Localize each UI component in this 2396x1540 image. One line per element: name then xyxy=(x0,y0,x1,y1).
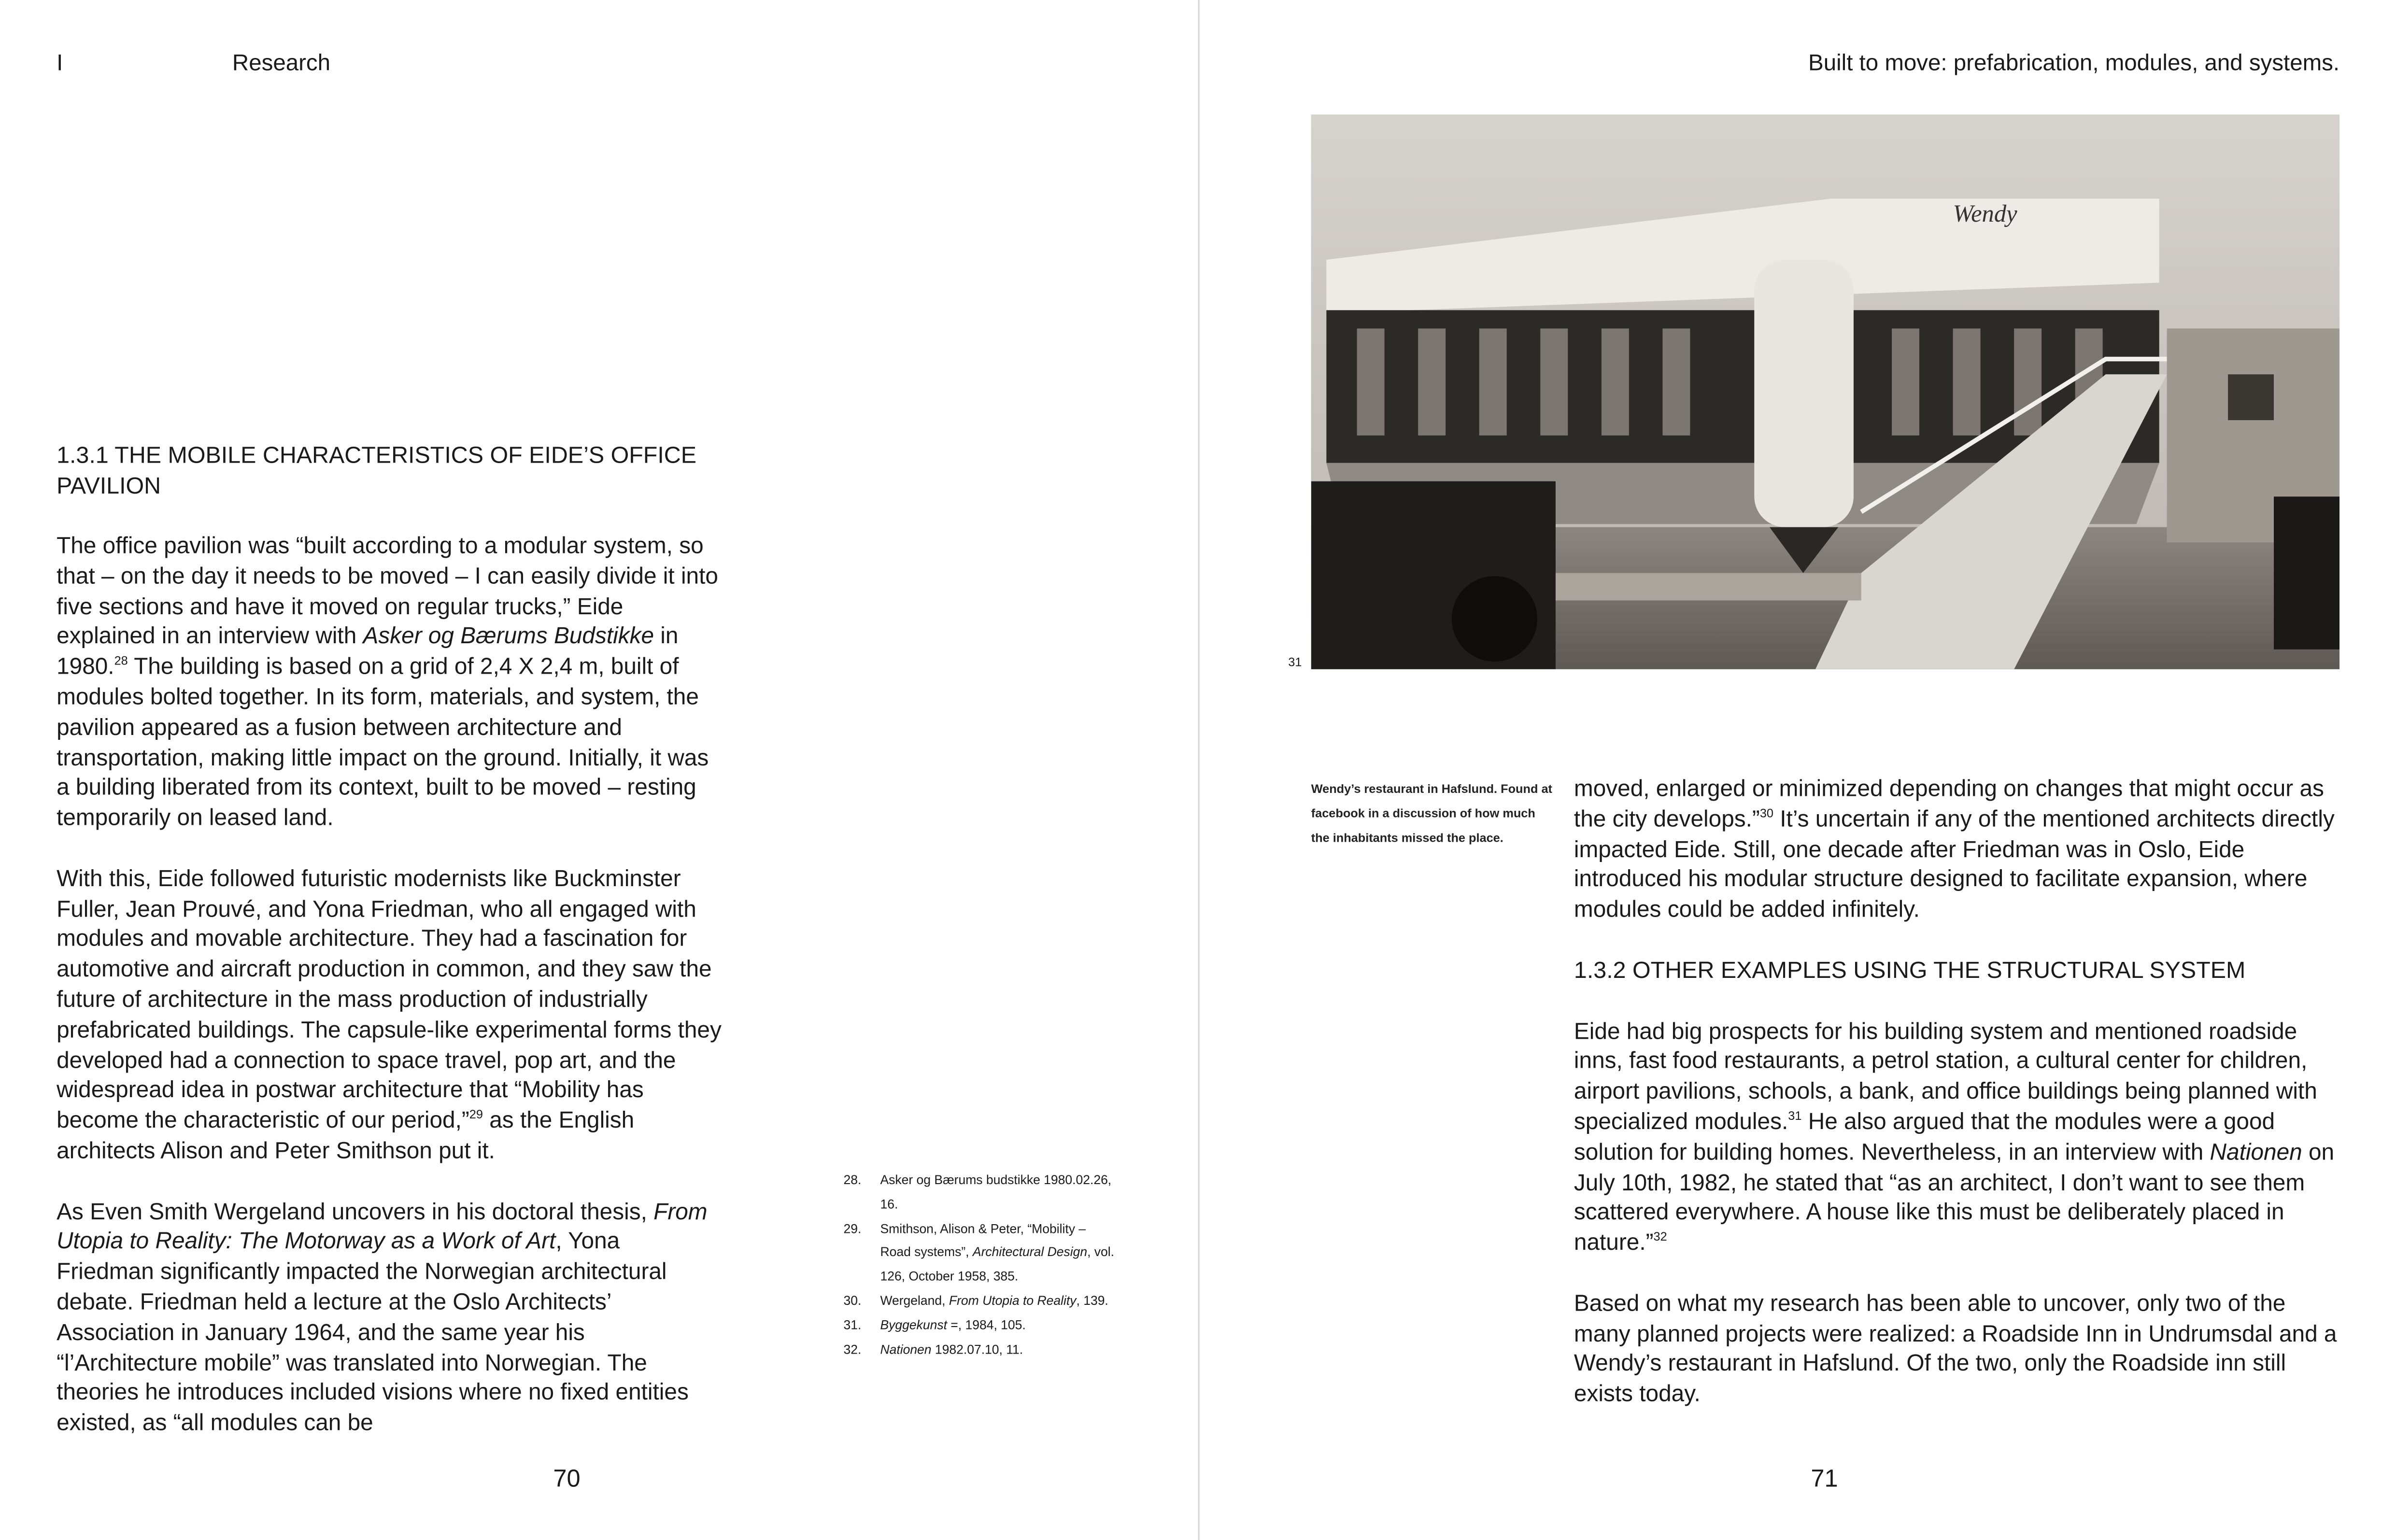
text-run: , vol. 126, October 1958, 385. xyxy=(880,1244,1115,1284)
footnote-number: 29. xyxy=(843,1220,862,1236)
footnote-text xyxy=(880,1217,1119,1289)
text-run: He also argued that the modules were a good solution for building homes. Nevertheless, in an interview with xyxy=(1574,1109,2275,1166)
right-paragraphs-before xyxy=(1574,775,2338,926)
photo-sign: Wendy xyxy=(1953,199,2017,227)
footnote xyxy=(844,1314,1119,1338)
page-number-right: 71 xyxy=(1811,1467,1838,1493)
text-run: Asker og Bærums budstikke 1980.02.26, 16. xyxy=(880,1172,1112,1212)
text-run: Smithson, Alison & Peter, “Mobility – Road systems”, xyxy=(880,1220,1086,1260)
footnote-text xyxy=(880,1338,1023,1362)
text-run: With this, Eide followed futuristic modernists like Buckminster Fuller, Jean Prouvé, and Yona Friedman, who all engaged with modules and movable architecture. They had a fascination for automotive and aircraft production in common, and they saw the future of architecture in the mass production of industrially prefabricated buildings. The capsule-like experimental forms they developed had a connection to space travel, pop art, and the widespread idea in postwar architecture that “Mobility has become the characteristic of our period,” xyxy=(57,866,722,1134)
text-run: on July 10th, 1982, he stated that “as an architect, I don’t want to see them scattered everywhere. A house like this must be deliberately placed in nature.” xyxy=(1574,1139,2335,1257)
figure-caption: Wendy’s restaurant in Hafslund. Found at facebook in a discussion of how much the inhabitants missed the place. xyxy=(1311,782,1552,845)
footnote-reference: 28 xyxy=(114,654,128,668)
italic-title: From Utopia to Reality xyxy=(949,1292,1077,1308)
paragraph xyxy=(1574,775,2338,926)
header-section-number: I xyxy=(57,50,63,77)
text-run: It’s uncertain if any of the mentioned architects directly impacted Eide. Still, one decade after Friedman was in Oslo, Eide introduced his modular structure designed to facilitate expansion, where modules could be added infinitely. xyxy=(1574,806,2335,923)
text-run: =, 1984, 105. xyxy=(947,1316,1026,1332)
photo-illustration xyxy=(1311,114,2339,669)
text-run: As Even Smith Wergeland uncovers in his doctoral thesis, xyxy=(57,1199,654,1225)
footnote-text xyxy=(880,1289,1108,1314)
left-body-text xyxy=(57,532,723,1469)
text-run: The building is based on a grid of 2,4 X 2,4 m, built of modules bolted together. In its form, materials, and system, the pavilion appeared as a fusion between architecture and transportation, making little impact on the ground. Initially, it was a building liberated from its context, built to be moved – resting temporarily on leased land. xyxy=(57,654,709,832)
header-section-title: Research xyxy=(232,50,331,77)
italic-title: Byggekunst xyxy=(880,1316,947,1332)
page-number-left: 70 xyxy=(553,1467,581,1493)
paragraph xyxy=(57,864,723,1167)
paragraph xyxy=(1574,1289,2338,1411)
figure-number: 31 xyxy=(1288,655,1302,669)
section-heading: 1.3.1 THE MOBILE CHARACTERISTICS OF EIDE’S OFFICE PAVILION xyxy=(57,443,697,500)
footnote-reference: 32 xyxy=(1653,1230,1667,1244)
footnote-number: 32. xyxy=(843,1341,862,1356)
footnotes xyxy=(844,1169,1119,1362)
footnote-text xyxy=(880,1314,1025,1338)
footnote-number: 31. xyxy=(843,1316,862,1332)
footnote-number: 28. xyxy=(843,1172,862,1187)
footnote-reference: 31 xyxy=(1788,1109,1802,1123)
section-heading-2: 1.3.2 OTHER EXAMPLES USING THE STRUCTURAL SYSTEM xyxy=(1574,958,2246,984)
text-run: , 139. xyxy=(1076,1292,1108,1308)
text-run: Eide had big prospects for his building system and mentioned roadside inns, fast food restaurants, a petrol station, a cultural center for children, airport pavilions, schools, a bank, and office buildings being planned with specialized modules. xyxy=(1574,1018,2317,1135)
italic-title: From Utopia to Reality: The Motorway as a Work of Art xyxy=(57,1199,708,1255)
text-run: Wergeland, xyxy=(880,1292,949,1308)
footnote xyxy=(844,1338,1119,1362)
footnote-reference: 30 xyxy=(1759,806,1774,820)
footnote xyxy=(844,1289,1119,1314)
text-run: moved, enlarged or minimized depending on changes that might occur as the city develops.” xyxy=(1574,776,2324,833)
footnote-number: 30. xyxy=(843,1292,862,1308)
running-header-title: Built to move: prefabrication, modules, and systems. xyxy=(1808,50,2340,77)
italic-title: Architectural Design xyxy=(972,1244,1088,1260)
footnote xyxy=(844,1217,1119,1289)
italic-title: Nationen xyxy=(2210,1139,2302,1166)
paragraph xyxy=(57,532,723,834)
text-run: The office pavilion was “built according to a modular system, so that – on the day it needs to be moved – I can easily divide it into five sections and have it moved on regular trucks,” Eide explained in an interview with xyxy=(57,533,718,650)
text-run: Based on what my research has been able to uncover, only two of the many planned projects were realized: a Roadside Inn in Undrumsdal and a Wendy’s restaurant in Hafslund. Of the two, only the Roadside inn still exists today. xyxy=(1574,1290,2337,1408)
paragraph xyxy=(1574,1017,2338,1259)
page-gutter xyxy=(1198,0,1200,1540)
text-run: 1982.07.10, 11. xyxy=(931,1341,1023,1356)
right-body-text xyxy=(1574,775,2338,1441)
paragraph xyxy=(57,1197,723,1439)
text-run: , Yona Friedman significantly impacted the Norwegian architectural debate. Friedman held a lecture at the Oslo Architects’ Association in January 1964, and the same year his “l’Architecture mobile” was translated into Norwegian. The theories he introduces included visions where no fixed entities existed, as “all modules can be xyxy=(57,1229,689,1437)
text-run: as the English architects Alison and Peter Smithson put it. xyxy=(57,1108,635,1164)
italic-title: Asker og Bærums Budstikke xyxy=(363,624,654,650)
right-paragraphs-after xyxy=(1574,1017,2338,1410)
footnote-text xyxy=(880,1169,1119,1217)
footnote xyxy=(844,1169,1119,1217)
text-run: in 1980. xyxy=(57,624,679,680)
footnote-reference: 29 xyxy=(469,1108,483,1122)
italic-title: Nationen xyxy=(880,1341,932,1356)
wendys-restaurant-photo xyxy=(1311,114,2339,669)
